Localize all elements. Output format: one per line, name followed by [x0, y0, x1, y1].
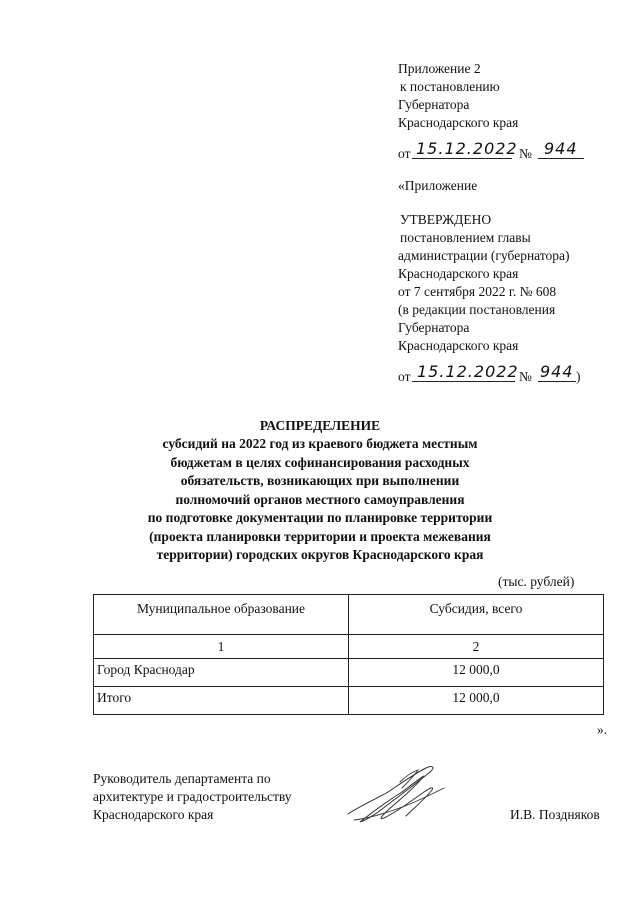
date-underline: [412, 381, 515, 382]
signatory-name: И.В. Поздняков: [510, 807, 600, 822]
appendix-number: Приложение 2: [398, 61, 481, 76]
appendix-number-handwritten: 944: [544, 139, 578, 158]
date-underline: [412, 158, 512, 159]
approval-line: Губернатора: [398, 320, 470, 335]
quote-appendix-label: «Приложение: [398, 178, 478, 193]
approval-line: Краснодарского края: [398, 266, 519, 281]
approval-line: постановлением главы: [400, 230, 531, 245]
appendix-region: Краснодарского края: [398, 115, 519, 130]
subsidy-table: [93, 594, 604, 715]
column-header-subsidy: Субсидия, всего: [349, 595, 604, 635]
subsidy-value: 12 000,0: [349, 659, 604, 687]
signatory-position: Краснодарского края: [93, 807, 214, 822]
column-number: 2: [349, 635, 604, 659]
document-heading: РАСПРЕДЕЛЕНИЕ: [259, 418, 381, 433]
appendix-issuer: Губернатора: [398, 97, 470, 112]
approval-line: (в редакции постановления: [398, 302, 556, 317]
approval-line: администрации (губернатора): [398, 248, 570, 263]
approval-line: от 7 сентября 2022 г. № 608: [398, 284, 557, 299]
table-number-row: [94, 635, 604, 659]
signatory-position: архитектуре и градостроительству: [93, 789, 292, 804]
document-title-line: (проекта планировки территории и проекта межевания: [149, 528, 491, 544]
number-underline: [538, 158, 584, 159]
closing-quote: ».: [597, 722, 608, 737]
table-row: [94, 659, 604, 687]
units-label: (тыс. рублей): [498, 574, 575, 589]
document-title-line: полномочий органов местного самоуправления: [175, 491, 465, 507]
column-header-municipality: Муниципальное образование: [94, 595, 349, 635]
approval-line: Краснодарского края: [398, 338, 519, 353]
approval-close-paren: ): [576, 369, 581, 384]
total-value: 12 000,0: [349, 687, 604, 715]
approval-date-prefix: от: [398, 369, 411, 384]
total-label: Итого: [94, 687, 349, 715]
municipality-name: Город Краснодар: [94, 659, 349, 687]
approved-label: УТВЕРЖДЕНО: [400, 212, 492, 227]
appendix-number-prefix: №: [519, 146, 532, 161]
appendix-reference: к постановлению: [400, 79, 500, 94]
document-title-line: территории) городских округов Краснодарского края: [156, 547, 484, 562]
approval-number-handwritten: 944: [540, 362, 574, 381]
document-title-line: по подготовке документации по планировке территории: [147, 510, 493, 525]
appendix-date-handwritten: 15.12.2022: [416, 139, 518, 158]
document-title-line: обязательств, возникающих при выполнении: [180, 473, 460, 488]
column-number: 1: [94, 635, 349, 659]
signatory-position: Руководитель департамента по: [93, 771, 271, 786]
handwritten-signature: [340, 762, 450, 832]
approval-date-handwritten: 15.12.2022: [417, 362, 519, 381]
table-header-row: [94, 595, 604, 635]
document-title-line: субсидий на 2022 год из краевого бюджета местным: [162, 436, 478, 451]
number-underline: [538, 381, 576, 382]
table-total-row: [94, 687, 604, 715]
appendix-date-prefix: от: [398, 146, 411, 161]
document-title-line: бюджетам в целях софинансирования расходных: [170, 454, 470, 470]
approval-number-prefix: №: [519, 369, 532, 384]
